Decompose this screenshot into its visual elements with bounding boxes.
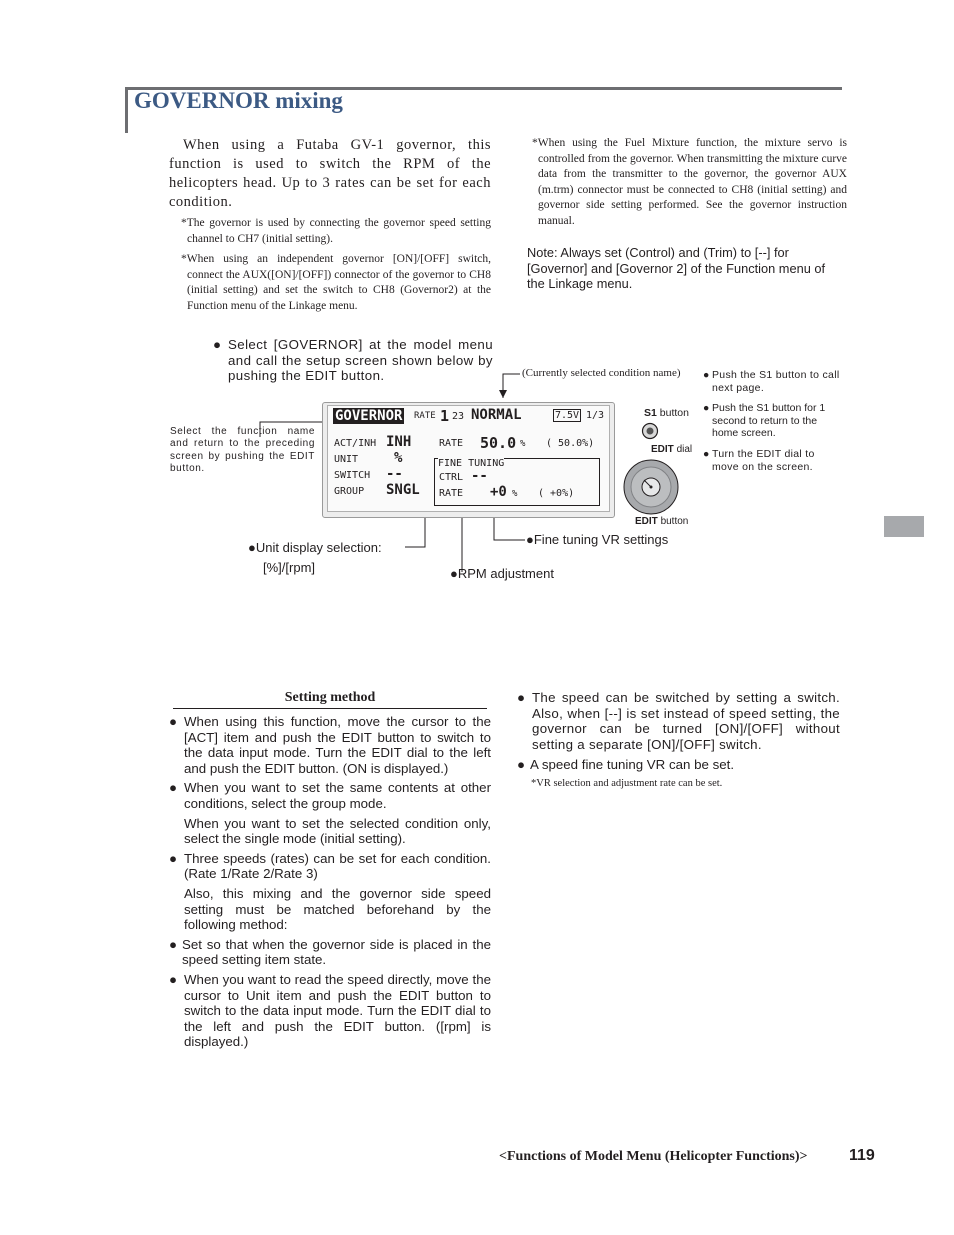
edit-turn-callout: ● Turn the EDIT dial to move on the screen. — [703, 448, 815, 473]
lcd-battery: 7.5V — [555, 410, 580, 421]
lcd-act-value[interactable]: INH — [386, 434, 412, 450]
lcd-condition: NORMAL — [471, 407, 522, 423]
list-item: ● When using this function, move the cursor to the [ACT] item and push the EDIT button to switch to the data input mode. Turn the EDIT dial to the left and push the EDIT button. (ON is displayed.) — [169, 714, 491, 776]
lcd-switch-value[interactable]: -- — [386, 466, 403, 482]
page-number: 119 — [849, 1147, 875, 1164]
lcd-group-value[interactable]: SNGL — [386, 482, 420, 498]
fine-tuning-callout: ●Fine tuning VR settings — [526, 532, 669, 547]
setting-method-right — [517, 690, 840, 790]
list-item: ● Set so that when the governor side is placed in the speed setting item state. — [169, 936, 491, 968]
chapter-tab — [884, 516, 924, 537]
lcd-ctrl-label: CTRL — [439, 472, 464, 483]
select-instruction: ● Select [GOVERNOR] at the model menu and call the setup screen shown below by pushing the EDIT button. — [213, 337, 493, 384]
lcd-rate-unit: % — [520, 439, 526, 449]
lcd-group-label: GROUP — [334, 486, 365, 497]
lcd-unit-label: UNIT — [334, 454, 359, 465]
edit-button-label: EDIT button — [635, 516, 689, 527]
list-item-continued: Also, this mixing and the governor side speed setting must be matched beforehand by the following method: — [184, 885, 491, 933]
governor-lcd-screen — [327, 405, 610, 512]
list-item: ● When you want to read the speed directly, move the cursor to Unit item and push the EDIT button to switch to the data input mode. Turn the EDIT dial to the left and push the EDIT button. ([rpm] is displayed.) — [169, 971, 491, 1050]
lcd-unit-value[interactable]: % — [394, 450, 403, 466]
lcd-rate-row-label: RATE — [439, 438, 464, 449]
lcd-rate-value[interactable]: 50.0 — [480, 434, 517, 452]
s1-button-icon[interactable] — [641, 422, 659, 440]
linkage-note: Note: Always set (Control) and (Trim) to [--] for [Governor] and [Governor 2] of the Function menu of the Linkage menu. — [527, 245, 826, 292]
lcd-act-label: ACT/INH — [334, 438, 377, 449]
rpm-adjust-callout: ●RPM adjustment — [450, 566, 554, 581]
s1-hold-callout: ● Push the S1 button for 1 second to return to the home screen. — [703, 402, 826, 439]
vr-note: *VR selection and adjustment rate can be set. — [531, 777, 723, 789]
lcd-fine-rate-label: RATE — [439, 488, 464, 499]
list-item-continued: When you want to set the selected condition only, select the single mode (initial setting). — [184, 815, 491, 847]
lcd-rate-selected: 1 — [440, 407, 450, 425]
lcd-fine-label: FINE TUNING — [438, 458, 505, 469]
setting-method-left — [169, 714, 491, 1050]
unit-display-callout: ●Unit display selection: [%]/[rpm] — [248, 540, 382, 575]
lcd-page: 1/3 — [586, 410, 605, 421]
lcd-switch-label: SWITCH — [334, 470, 371, 481]
lcd-rate-label: RATE — [414, 411, 436, 421]
intro-note-2: *When using an independent governor [ON]/[OFF] switch, connect the AUX([ON]/[OFF]) connector of the governor to CH8 (initial setting) and set the switch to CH8 (Governor2) at the Function menu of the Linkage menu. — [181, 253, 491, 312]
fuel-mixture-note: *When using the Fuel Mixture function, the mixture servo is controlled from the governor. When transmitting the mixture curve data from the transmitter to the governor, the governor AUX (m.trm) connector must be connected to CH8 (initial setting) and governor side setting performed. See the governor instruction manual. — [532, 137, 847, 227]
s1-button-label: S1 button — [644, 407, 689, 419]
page-title: GOVERNOR mixing — [134, 88, 343, 113]
setting-method-heading: Setting method — [173, 690, 487, 709]
edit-dial-label: EDIT dial — [651, 444, 693, 455]
select-function-callout: Select the function name and return to the preceding screen by pushing the EDIT button. — [170, 426, 315, 474]
lcd-fine-rate-unit: % — [512, 489, 518, 499]
list-item: ● Three speeds (rates) can be set for each condition. (Rate 1/Rate 2/Rate 3) — [169, 850, 491, 882]
lcd-ctrl-value[interactable]: -- — [471, 468, 488, 484]
lcd-fine-rate-value[interactable]: +0 — [490, 484, 507, 500]
intro-note-1: *The governor is used by connecting the governor speed setting channel to CH7 (initial setting). — [181, 217, 491, 245]
list-item: ● The speed can be switched by setting a switch. Also, when [--] is set instead of speed setting, the governor can be turned [ON]/[OFF] without setting a separate [ON]/[OFF] switch. — [517, 690, 840, 752]
list-item: ● A speed fine tuning VR can be set. — [517, 757, 735, 773]
lcd-function-name[interactable]: GOVERNOR — [335, 408, 403, 424]
condition-name-callout: (Currently selected condition name) — [522, 367, 681, 379]
lcd-rate-others: 23 — [452, 411, 465, 422]
lcd-rate-paren: ( 50.0%) — [546, 438, 595, 449]
s1-push-callout: ● Push the S1 button to call next page. — [703, 369, 840, 394]
list-item: ● When you want to set the same contents at other conditions, select the group mode. — [169, 780, 491, 811]
footer-section: <Functions of Model Menu (Helicopter Functions)> — [499, 1149, 808, 1164]
lcd-fine-rate-paren: ( +0%) — [538, 488, 575, 499]
intro-paragraph: When using a Futaba GV-1 governor, this function is used to switch the RPM of the helicopters head. Up to 3 rates can be set for each condition. — [169, 137, 491, 210]
edit-dial-icon[interactable] — [622, 458, 680, 516]
